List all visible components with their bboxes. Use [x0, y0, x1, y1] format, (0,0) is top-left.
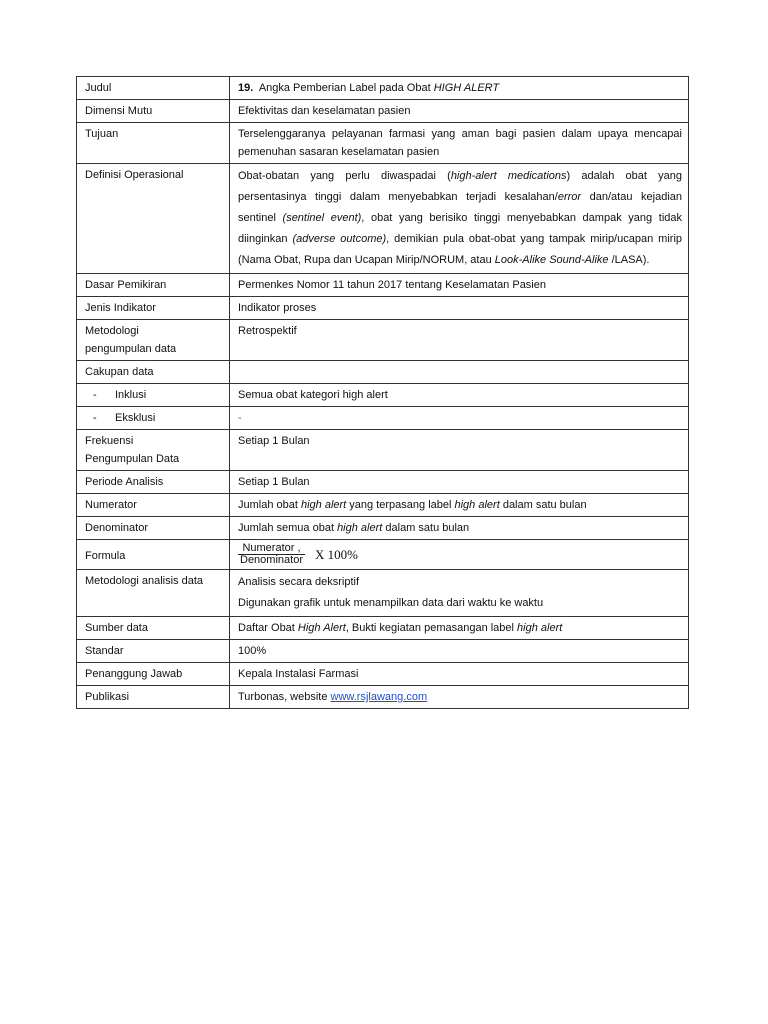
- label-dasar: Dasar Pemikiran: [77, 274, 230, 297]
- value-tujuan: Terselenggaranya pelayanan farmasi yang aman bagi pasien dalam upaya mencapai pemenuhan sasaran keselamatan pasien: [230, 123, 689, 164]
- row-dasar: [77, 274, 689, 297]
- value-judul: [230, 77, 689, 100]
- row-inklusi: [77, 384, 689, 407]
- frekuensi-label-2: Pengumpulan Data: [85, 453, 180, 465]
- label-cakupan: Cakupan data: [77, 361, 230, 384]
- value-publikasi: [230, 686, 689, 709]
- row-judul: [77, 77, 689, 100]
- num-text-1: Jumlah obat: [238, 499, 301, 511]
- label-eksklusi: [77, 407, 230, 430]
- def-italic-3: (sentinel event): [282, 212, 362, 224]
- frekuensi-label-1: Frekuensi: [85, 435, 134, 447]
- label-periode: Periode Analisis: [77, 471, 230, 494]
- sumber-text-1: Daftar Obat: [238, 622, 298, 634]
- row-frekuensi: [77, 430, 689, 471]
- value-analisis: [230, 570, 689, 617]
- eksklusi-label: Eksklusi: [115, 412, 156, 424]
- den-italic-1: high alert: [337, 522, 383, 534]
- value-sumber: [230, 617, 689, 640]
- def-italic-4: (adverse outcome): [292, 233, 387, 245]
- def-italic-1: high-alert medications: [450, 170, 567, 182]
- value-formula: [230, 540, 689, 570]
- row-numerator: [77, 494, 689, 517]
- value-definisi: [230, 164, 689, 274]
- formula-denominator: Denominator: [240, 554, 303, 566]
- den-text-1: Jumlah semua obat: [238, 522, 338, 534]
- eksklusi-dash: -: [93, 412, 97, 424]
- metodologi-label-2: pengumpulan data: [85, 343, 177, 355]
- metodologi-label-1: Metodologi: [85, 325, 139, 337]
- inklusi-dash: -: [93, 389, 97, 401]
- def-italic-5: Look-Alike Sound-Alike: [494, 254, 609, 266]
- row-definisi: [77, 164, 689, 274]
- formula-fraction: [238, 543, 305, 566]
- num-italic-2: high alert: [454, 499, 500, 511]
- judul-italic: HIGH ALERT: [433, 82, 500, 94]
- def-italic-2: error: [557, 191, 582, 203]
- row-metodologi: [77, 320, 689, 361]
- def-text-5: , demikian pula obat-obat yang tampak mirip/ucapan mirip (Nama Obat, Rupa dan Ucapan Mirip/NORUM, atau: [238, 233, 683, 266]
- label-publikasi: Publikasi: [77, 686, 230, 709]
- label-tujuan: Tujuan: [77, 123, 230, 164]
- row-dimensi: [77, 100, 689, 123]
- row-publikasi: [77, 686, 689, 709]
- website-link[interactable]: www.rsjlawang.com: [330, 691, 428, 703]
- row-sumber: [77, 617, 689, 640]
- value-numerator: [230, 494, 689, 517]
- judul-text: Angka Pemberian Label pada Obat: [258, 82, 434, 94]
- value-standar: 100%: [230, 640, 689, 663]
- label-analisis: Metodologi analisis data: [77, 570, 230, 617]
- analisis-line-2: Digunakan grafik untuk menampilkan data dari waktu ke waktu: [238, 597, 544, 609]
- sumber-italic-2: high alert: [517, 622, 563, 634]
- label-judul: Judul: [77, 77, 230, 100]
- row-periode: [77, 471, 689, 494]
- def-text-1: Obat-obatan yang perlu diwaspadai (: [238, 170, 451, 182]
- value-jenis: Indikator proses: [230, 297, 689, 320]
- label-formula: Formula: [77, 540, 230, 570]
- label-dimensi: Dimensi Mutu: [77, 100, 230, 123]
- analisis-line-1: Analisis secara deksriptif: [238, 576, 360, 588]
- value-frekuensi: Setiap 1 Bulan: [230, 430, 689, 471]
- label-inklusi: [77, 384, 230, 407]
- def-text-3: dan/atau kejadian sentinel: [238, 191, 682, 224]
- inklusi-label: Inklusi: [115, 389, 147, 401]
- label-standar: Standar: [77, 640, 230, 663]
- label-frekuensi: [77, 430, 230, 471]
- row-formula: [77, 540, 689, 570]
- label-metodologi: [77, 320, 230, 361]
- formula-times: X 100%: [314, 546, 358, 562]
- num-text-3: dalam satu bulan: [499, 499, 587, 511]
- formula-numerator: Numerator ,: [238, 543, 305, 555]
- label-denominator: Denominator: [77, 517, 230, 540]
- row-eksklusi: [77, 407, 689, 430]
- sumber-text-2: , Bukti kegiatan pemasangan label: [345, 622, 518, 634]
- eksklusi-value: -: [238, 412, 242, 424]
- row-analisis: [77, 570, 689, 617]
- row-jenis: [77, 297, 689, 320]
- label-sumber: Sumber data: [77, 617, 230, 640]
- value-inklusi: Semua obat kategori high alert: [230, 384, 689, 407]
- value-dasar: Permenkes Nomor 11 tahun 2017 tentang Keselamatan Pasien: [230, 274, 689, 297]
- row-denominator: [77, 517, 689, 540]
- label-jenis: Jenis Indikator: [77, 297, 230, 320]
- value-penanggung: Kepala Instalasi Farmasi: [230, 663, 689, 686]
- def-text-6: /LASA).: [608, 254, 650, 266]
- row-cakupan: [77, 361, 689, 384]
- den-text-2: dalam satu bulan: [382, 522, 470, 534]
- def-text-2: ) adalah obat yang persentasinya tinggi dalam menyebabkan terjadi kesalahan/: [238, 170, 682, 203]
- num-text-2: yang terpasang label: [346, 499, 455, 511]
- value-cakupan: [230, 361, 689, 384]
- indicator-profile-table: [76, 76, 689, 709]
- indicator-number: 19.: [238, 82, 254, 94]
- num-italic-1: high alert: [300, 499, 347, 511]
- row-standar: [77, 640, 689, 663]
- value-metodologi: Retrospektif: [230, 320, 689, 361]
- row-tujuan: [77, 123, 689, 164]
- def-text-4: , obat yang berisiko tinggi menyebabkan dampak yang tidak diinginkan: [238, 212, 682, 245]
- publikasi-text: Turbonas, website: [238, 691, 331, 703]
- row-penanggung: [77, 663, 689, 686]
- label-numerator: Numerator: [77, 494, 230, 517]
- value-eksklusi: [230, 407, 689, 430]
- label-definisi: Definisi Operasional: [77, 164, 230, 274]
- value-denominator: [230, 517, 689, 540]
- value-periode: Setiap 1 Bulan: [230, 471, 689, 494]
- sumber-italic-1: High Alert: [297, 622, 346, 634]
- value-dimensi: Efektivitas dan keselamatan pasien: [230, 100, 689, 123]
- label-penanggung: Penanggung Jawab: [77, 663, 230, 686]
